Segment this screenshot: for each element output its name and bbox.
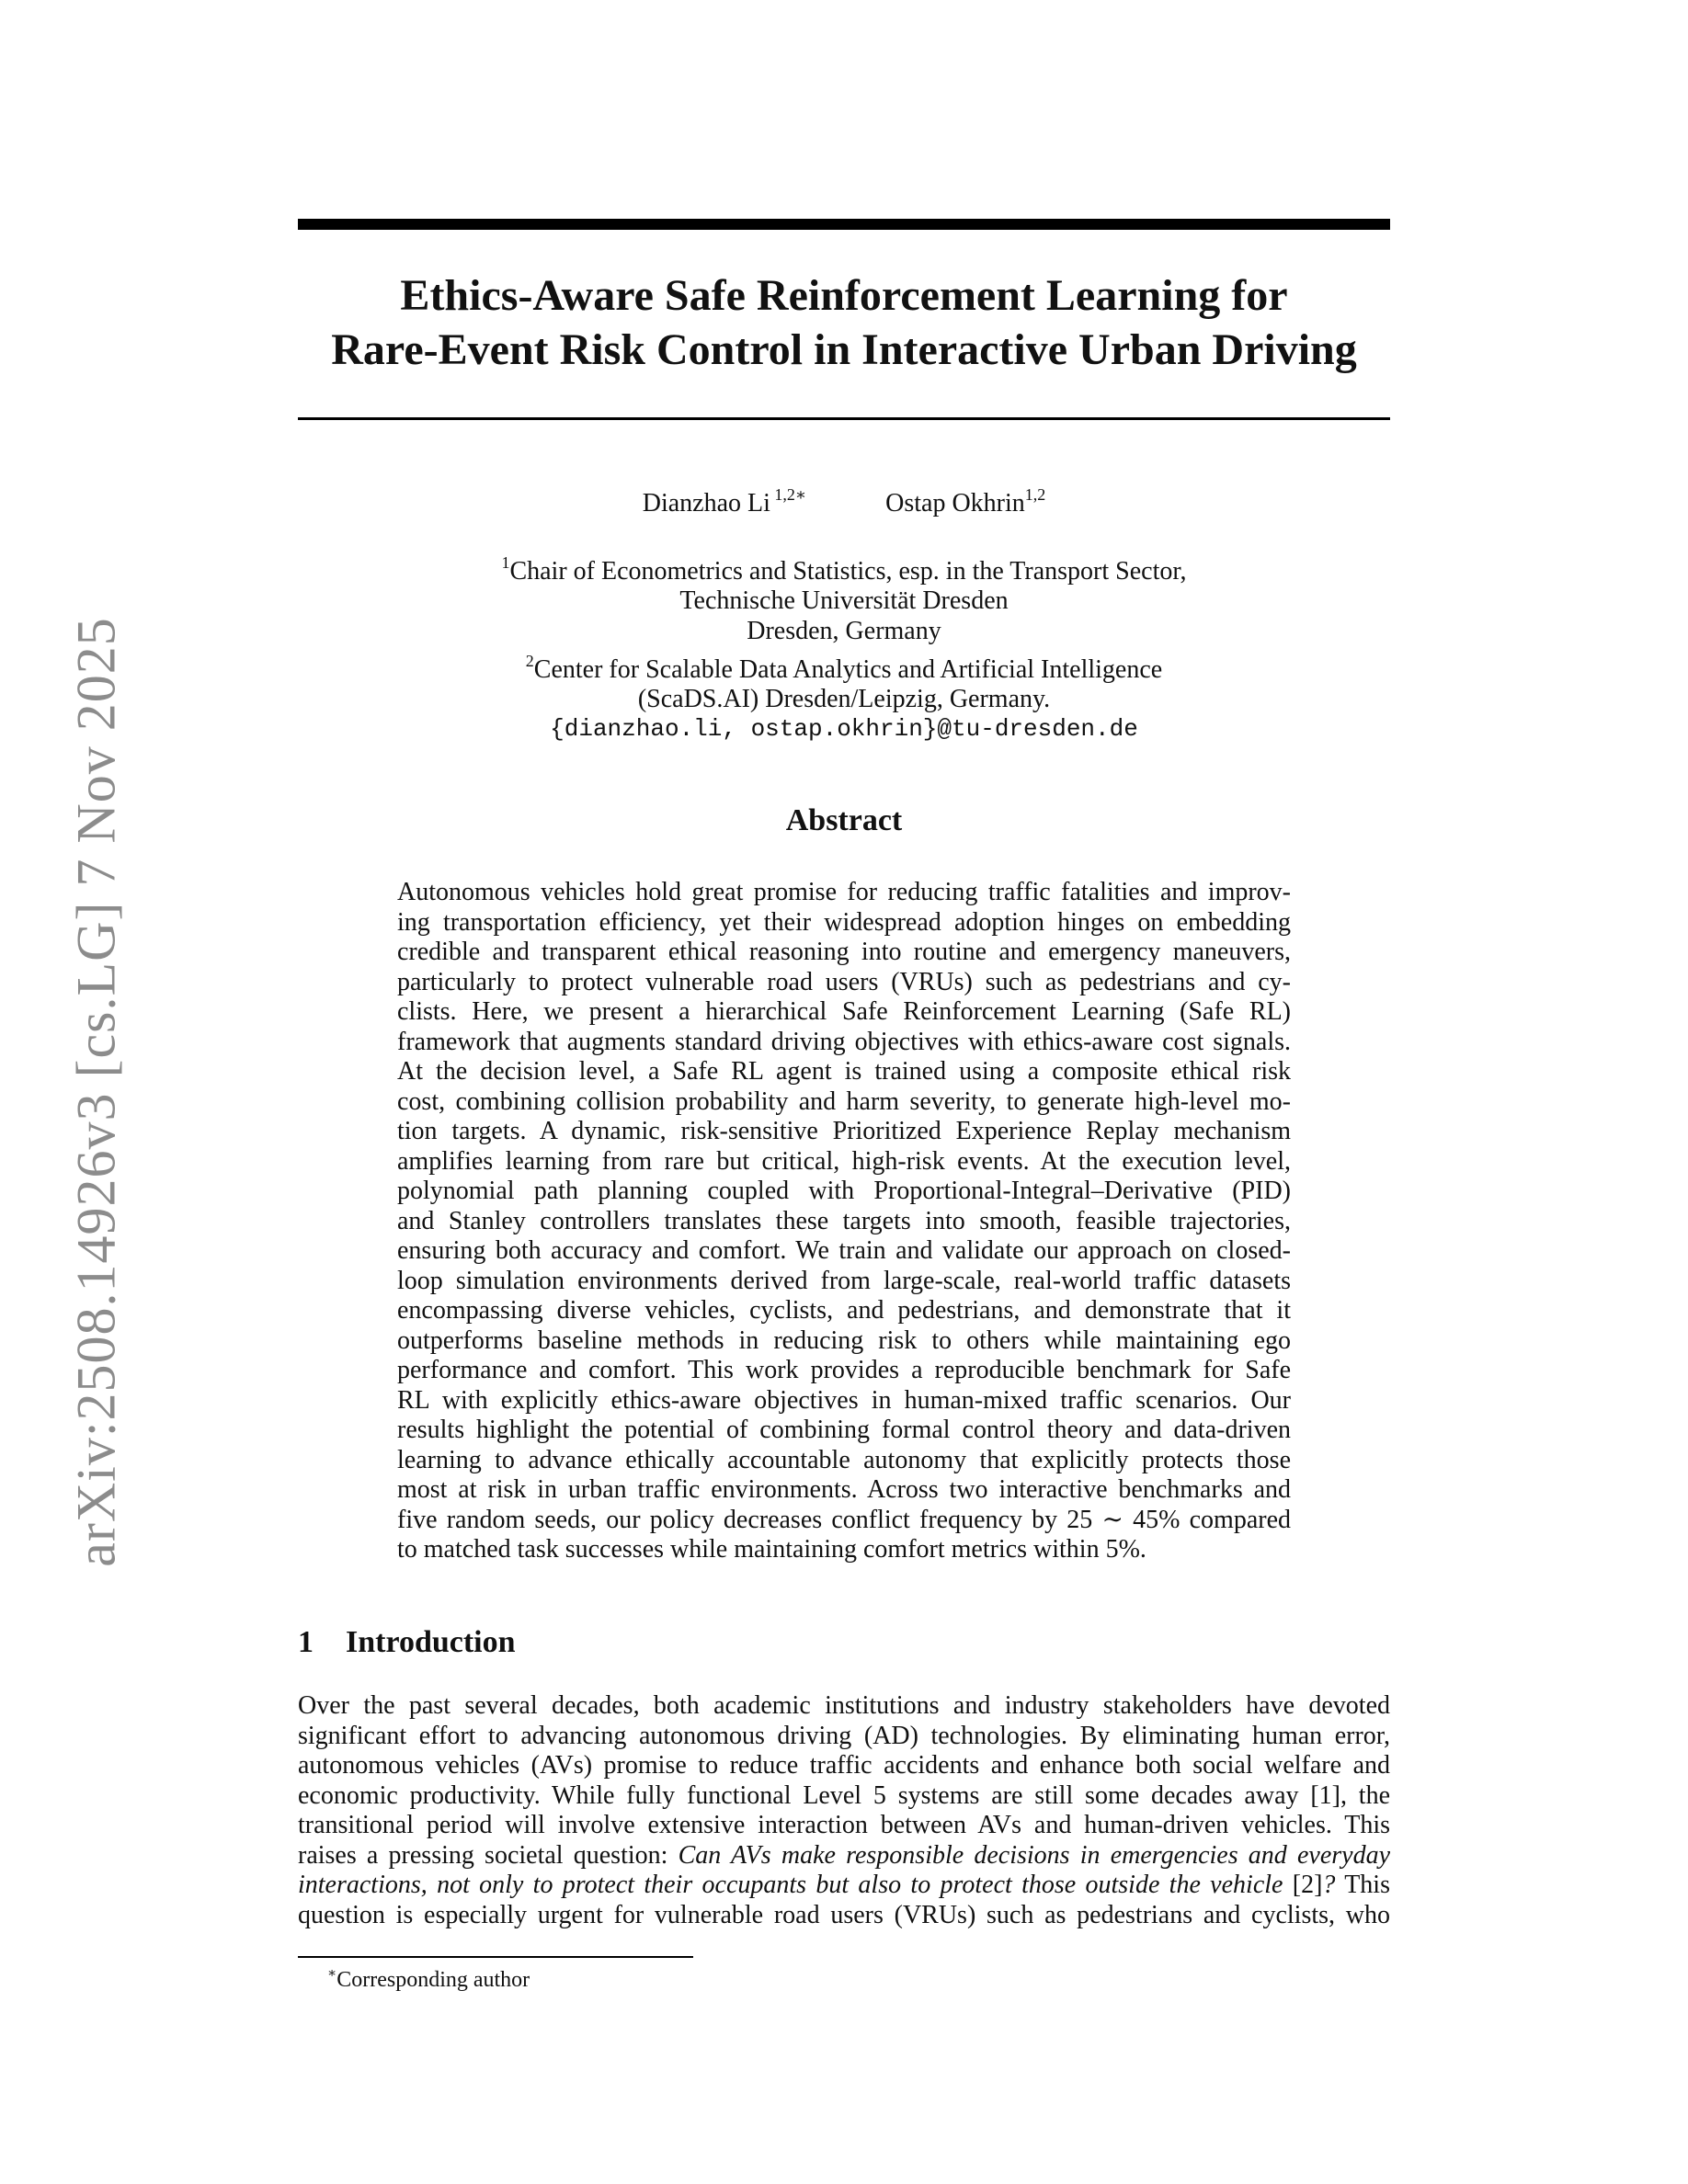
author-emails: {dianzhao.li, ostap.okhrin}@tu-dresden.de bbox=[550, 715, 1138, 744]
affiliations bbox=[298, 548, 1390, 745]
abstract-line: ing transportation efficiency, yet their widespread adoption hinges on embedding bbox=[397, 907, 1291, 937]
abstract-line: tion targets. A dynamic, risk-sensitive Prioritized Experience Replay mechanism bbox=[397, 1117, 1291, 1145]
abstract-line: five random seeds, our policy decreases conflict frequency by 25 ∼ 45% compared bbox=[397, 1505, 1291, 1534]
abstract-line: most at risk in urban traffic environments. Across two interactive benchmarks and bbox=[397, 1475, 1291, 1504]
title-bottom-rule bbox=[298, 417, 1390, 420]
paper-title bbox=[298, 268, 1390, 377]
abstract-line: encompassing diverse vehicles, cyclists, and pedestrians, and demonstrate that it bbox=[397, 1296, 1291, 1325]
author-affiliation-mark: 1,2∗ bbox=[770, 485, 807, 504]
affiliation-text: Center for Scalable Data Analytics and Artificial Intelligence bbox=[533, 654, 1163, 684]
arxiv-identifier: arXiv:2508.14926v3 [cs.LG] 7 Nov 2025 bbox=[65, 617, 127, 1567]
intro-line: autonomous vehicles (AVs) promise to reduce traffic accidents and enhance both social welfare and bbox=[298, 1751, 1390, 1780]
abstract-line: loop simulation environments derived from large-scale, real-world traffic datasets bbox=[397, 1266, 1291, 1295]
author-name: Dianzhao Li bbox=[642, 489, 770, 518]
abstract-line: Autonomous vehicles hold great promise for reducing traffic fatalities and improv- bbox=[397, 878, 1291, 906]
intro-paragraph bbox=[298, 1691, 1390, 1930]
author bbox=[643, 485, 806, 518]
abstract-line: cost, combining collision probability and harm severity, to generate high-level mo- bbox=[397, 1086, 1291, 1116]
affiliation-line: Technische Universität Dresden bbox=[679, 586, 1009, 616]
abstract-line: performance and comfort. This work provides a reproducible benchmark for Safe bbox=[397, 1356, 1291, 1384]
intro-line bbox=[298, 1841, 1390, 1871]
affiliation-line bbox=[298, 548, 1390, 586]
footnote bbox=[327, 1964, 530, 1993]
abstract-line: learning to advance ethically accountable autonomy that explicitly protects those bbox=[397, 1445, 1291, 1474]
research-question: interactions, not only to protect their occupants but also to protect those outside the vehicle bbox=[298, 1871, 1283, 1899]
abstract-line: RL with explicitly ethics-aware objectives in human-mixed traffic scenarios. Our bbox=[397, 1385, 1291, 1415]
footnote-rule bbox=[298, 1956, 693, 1958]
affiliation-text: Chair of Econometrics and Statistics, esp. in the Transport Sector, bbox=[509, 557, 1187, 586]
abstract-heading: Abstract bbox=[785, 803, 903, 837]
footnote-mark: ∗ bbox=[327, 1966, 337, 1981]
affiliation-line bbox=[298, 646, 1390, 685]
intro-line bbox=[298, 1871, 1390, 1901]
abstract-line: results highlight the potential of combining formal control theory and data-driven bbox=[397, 1416, 1291, 1444]
intro-line: Over the past several decades, both academic institutions and industry stakeholders have devoted bbox=[298, 1691, 1390, 1720]
abstract-line: clists. Here, we present a hierarchical Safe Reinforcement Learning (Safe RL) bbox=[397, 997, 1291, 1026]
author-list bbox=[298, 485, 1390, 518]
citation: [2] bbox=[1283, 1871, 1323, 1899]
section-title: Introduction bbox=[346, 1625, 516, 1659]
abstract-line: At the decision level, a Safe RL agent is trained using a composite ethical risk bbox=[397, 1057, 1291, 1086]
abstract-line: particularly to protect vulnerable road users (VRUs) such as pedestrians and cy- bbox=[397, 967, 1291, 996]
abstract-line: credible and transparent ethical reasoning into routine and emergency maneuvers, bbox=[397, 938, 1291, 966]
intro-text: This bbox=[1335, 1871, 1390, 1899]
title-top-rule bbox=[298, 219, 1390, 230]
intro-line: question is especially urgent for vulnerable road users (VRUs) such as pedestrians and cyclists, who bbox=[298, 1900, 1390, 1929]
abstract-body bbox=[397, 878, 1291, 1565]
affiliation-mark: 1 bbox=[501, 553, 510, 572]
affiliation-line: (ScaDS.AI) Dresden/Leipzig, Germany. bbox=[637, 685, 1051, 714]
abstract-line: amplifies learning from rare but critical, high-risk events. At the execution level, bbox=[397, 1146, 1291, 1176]
author-affiliation-mark: 1,2 bbox=[1024, 485, 1046, 504]
intro-text: raises a pressing societal question: bbox=[298, 1840, 679, 1870]
section-heading bbox=[298, 1625, 516, 1660]
abstract-line: ensuring both accuracy and comfort. We train and validate our approach on closed- bbox=[397, 1236, 1291, 1265]
abstract-line: framework that augments standard driving objectives with ethics-aware cost signals. bbox=[397, 1027, 1291, 1056]
title-line: Ethics-Aware Safe Reinforcement Learning for bbox=[400, 271, 1288, 320]
affiliation-mark: 2 bbox=[525, 651, 534, 670]
title-line: Rare-Event Risk Control in Interactive Urban Driving bbox=[331, 325, 1357, 374]
author-name: Ostap Okhrin bbox=[885, 489, 1025, 518]
abstract-line: polynomial path planning coupled with Proportional-Integral–Derivative (PID) bbox=[397, 1177, 1291, 1205]
intro-line: economic productivity. While fully functional Level 5 systems are still some decades away [1], the bbox=[298, 1780, 1390, 1810]
research-question: Can AVs make responsible decisions in emergencies and everyday bbox=[678, 1840, 1391, 1870]
abstract-line: to matched task successes while maintaining comfort metrics within 5%. bbox=[397, 1535, 1146, 1564]
abstract-line: outperforms baseline methods in reducing risk to others while maintaining ego bbox=[397, 1325, 1291, 1355]
author bbox=[885, 485, 1045, 518]
affiliation-line: Dresden, Germany bbox=[747, 616, 941, 645]
intro-line: significant effort to advancing autonomous driving (AD) technologies. By eliminating human error, bbox=[298, 1721, 1390, 1750]
question-mark: ? bbox=[1322, 1871, 1336, 1899]
abstract-line: and Stanley controllers translates these targets into smooth, feasible trajectories, bbox=[397, 1206, 1291, 1235]
section-number: 1 bbox=[298, 1625, 314, 1659]
footnote-text: Corresponding author bbox=[336, 1968, 530, 1992]
intro-line: transitional period will involve extensive interaction between AVs and human-driven vehicles. This bbox=[298, 1811, 1390, 1839]
